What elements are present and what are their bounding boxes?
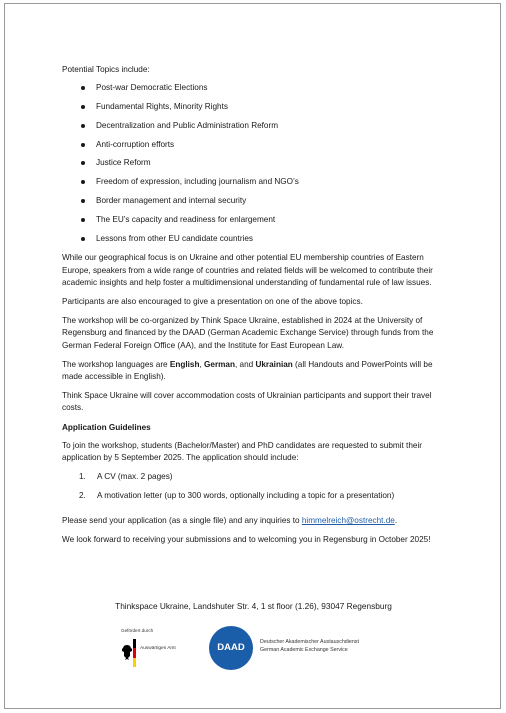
topic-item: Justice Reform <box>62 157 442 176</box>
requirement-item: 1. A CV (max. 2 pages) <box>79 472 173 482</box>
topic-item: Post-war Democratic Elections <box>62 82 442 101</box>
address-line: Thinkspace Ukraine, Landshuter Str. 4, 1 st floor (1.26), 93047 Regensburg <box>115 601 392 611</box>
topic-item: Decentralization and Public Administration Reform <box>62 120 442 139</box>
auswaertiges-amt-label: Auswärtiges Amt <box>140 646 176 651</box>
german-flag-stripe <box>133 639 136 667</box>
daad-name: Deutscher Akademischer Austauschdienst German Academic Exchange Service <box>260 639 359 653</box>
topic-item: Freedom of expression, including journalism and NGO’s <box>62 176 442 195</box>
organization-paragraph: The workshop will be co-organized by Think Space Ukraine, established in 2024 at the University of Regensburg and financed by the DAAD (German Academic Exchange Service) through funds from the German Federal Foreign Office (AA), and the Institute for East European Law. <box>62 316 434 350</box>
bullet-icon <box>81 161 85 165</box>
bullet-icon <box>81 143 85 147</box>
bullet-icon <box>81 199 85 203</box>
requirements-list <box>62 471 442 509</box>
flag-red-band <box>133 648 136 657</box>
topic-item: Lessons from other EU candidate countries <box>62 233 442 252</box>
document-body <box>62 64 442 554</box>
languages-paragraph: The workshop languages are English, German, and Ukrainian (all Handouts and PowerPoints will be made accessible in English). <box>62 359 433 381</box>
closing-paragraph: We look forward to receiving your submissions and to welcoming you in Regensburg in October 2025! <box>62 535 431 545</box>
bullet-icon <box>81 105 85 109</box>
bullet-icon <box>81 180 85 184</box>
send-paragraph: Please send your application (as a single file) and any inquiries to himmelreich@ostrecht.de. <box>62 516 398 526</box>
requirement-item: 2. A motivation letter (up to 300 words, optionally including a topic for a presentation) <box>79 491 395 501</box>
email-link[interactable]: himmelreich@ostrecht.de <box>301 516 395 526</box>
topic-item: Fundamental Rights, Minority Rights <box>62 101 442 120</box>
flag-gold-band <box>133 658 136 667</box>
logos-row <box>5 622 502 678</box>
join-paragraph: To join the workshop, students (Bachelor/Master) and PhD candidates are requested to submit their application by 5 September 2025. The application should include: <box>62 440 422 463</box>
topic-item: The EU’s capacity and readiness for enlargement <box>62 214 442 233</box>
bullet-icon <box>81 124 85 128</box>
presentation-paragraph: Participants are also encouraged to give a presentation on one of the above topics. <box>62 296 363 306</box>
document-page <box>4 3 501 709</box>
daad-logo: DAAD <box>209 626 253 670</box>
topic-item: Border management and internal security <box>62 195 442 214</box>
bullet-icon <box>81 218 85 222</box>
costs-paragraph: Think Space Ukraine will cover accommodation costs of Ukrainian participants and support their travel costs. <box>62 391 432 413</box>
focus-paragraph: While our geographical focus is on Ukraine and other potential EU membership countries of Eastern Europe, speakers from a wide range of countries and related fields will be welcomed to contribute their academic insights and help foster a multidimensional understanding of fundamental rule of law issues. <box>62 253 433 287</box>
topics-intro: Potential Topics include: <box>62 65 150 74</box>
topic-item: Anti-corruption efforts <box>62 139 442 158</box>
bullet-icon <box>81 237 85 241</box>
federal-eagle-icon <box>121 639 133 667</box>
auswaertiges-amt-logo <box>121 628 201 669</box>
guidelines-heading: Application Guidelines <box>62 422 151 432</box>
bullet-icon <box>81 86 85 90</box>
flag-black-band <box>133 639 136 648</box>
gefoerdert-label: Gefördert durch <box>121 628 154 633</box>
topics-list <box>62 82 442 251</box>
